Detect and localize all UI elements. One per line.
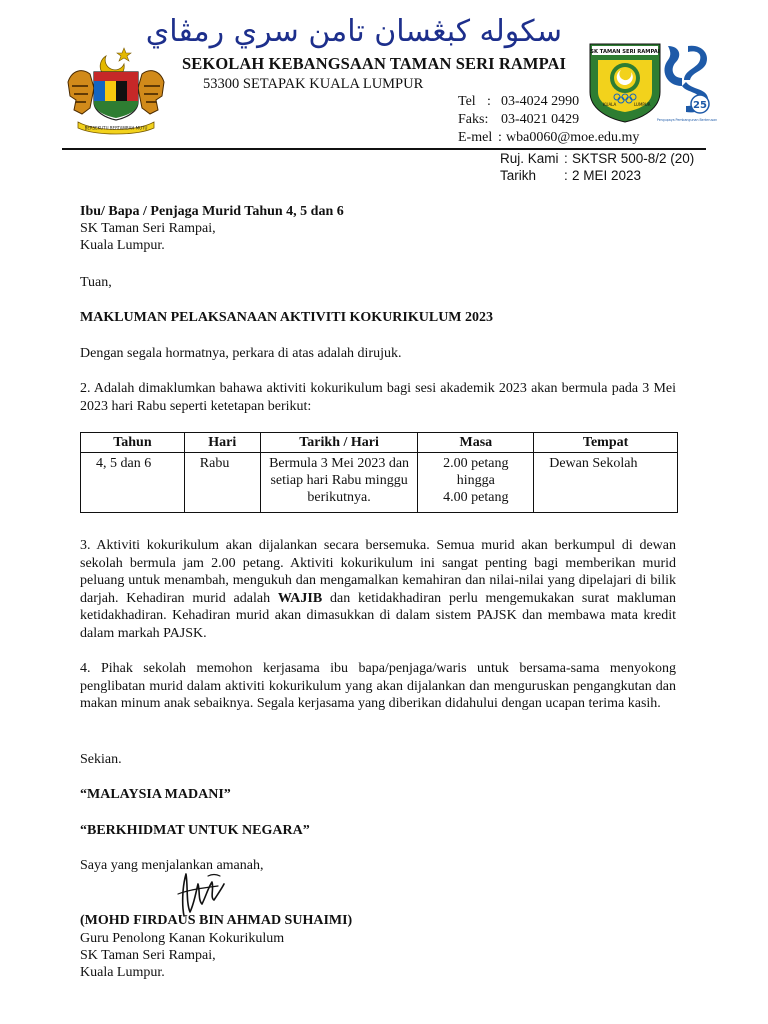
school-logo-top-text: SK TAMAN SERI RAMPAI bbox=[590, 49, 660, 55]
cell-tempat: Dewan Sekolah bbox=[534, 453, 678, 513]
signatory-name: (MOHD FIRDAUS BIN AHMAD SUHAIMI) bbox=[80, 913, 353, 928]
table-header-cell: Tahun bbox=[81, 433, 185, 453]
cell-tarikh: Bermula 3 Mei 2023 dan setiap hari Rabu minggu berikutnya. bbox=[260, 453, 418, 513]
recipient-line-2: SK Taman Seri Rampai, bbox=[80, 221, 216, 236]
paragraph-3-text-b: dan ketidakhadiran perlu mengemukakan surat makluman ketidakhadiran. Kehadiran murid akan dimasukkan di dalam sistem PAJSK dan membawa mata kredit dalam markah PAJSK. bbox=[80, 590, 676, 641]
paragraph-3-text-a: 3. Aktiviti kokurikulum akan dijalankan secara bersemuka. Semua murid akan berkumpul di dewan sekolah bermula jam 2.00 petang. Aktiviti kokurikulum ini sangat penting bagi memberikan murid peluang untuk menambah, mengukuh dan mengamalkan kemahiran dan nilai-nilai yang dipelajari di bilik darjah. Kehadiran murid adalah bbox=[80, 538, 676, 606]
salutation: Tuan, bbox=[80, 275, 112, 290]
table-header-cell: Hari bbox=[184, 433, 260, 453]
reference-value: SKTSR 500-8/2 (20) bbox=[572, 151, 695, 166]
paragraph-4: 4. Pihak sekolah memohon kerjasama ibu bapa/penjaga/waris untuk bersama-sama menyokong penglibatan murid dalam aktiviti kokurikulum yang akan dijalankan dan menguruskan pengangkutan dan makan minum anak sebaiknya. Segala kerjasama yang diberikan didahului dengan ucapan terima kasih. bbox=[80, 661, 676, 711]
signatory-school: SK Taman Seri Rampai, bbox=[80, 948, 216, 963]
recipient-line-1: Ibu/ Bapa / Penjaga Murid Tahun 4, 5 dan 6 bbox=[80, 204, 344, 219]
date-colon: : bbox=[564, 168, 568, 183]
table-header-cell: Masa bbox=[418, 433, 534, 453]
opening-line: Dengan segala hormatnya, perkara di atas adalah dirujuk. bbox=[80, 346, 402, 361]
schedule-table bbox=[80, 432, 678, 513]
closing-sekian: Sekian. bbox=[80, 752, 122, 767]
date-label: Tarikh bbox=[500, 168, 537, 183]
fax-value: 03-4021 0429 bbox=[501, 112, 580, 127]
paragraph-2: 2. Adalah dimaklumkan bahawa aktiviti kokurikulum bagi sesi akademik 2023 akan bermula pada 3 Mei 2023 hari Rabu seperti ketetapan berikut: bbox=[80, 381, 676, 414]
reference-colon: : bbox=[564, 151, 568, 166]
table-header-row bbox=[81, 433, 678, 453]
subject-heading: MAKLUMAN PELAKSANAAN AKTIVITI KOKURIKULUM 2023 bbox=[80, 310, 494, 325]
tel-value: 03-4024 2990 bbox=[501, 94, 580, 109]
paragraph-3 bbox=[80, 537, 676, 642]
cell-masa-line-2: hingga bbox=[456, 473, 495, 488]
closing-motto-1: “MALAYSIA MADANI” bbox=[80, 787, 231, 802]
email-value: wba0060@moe.edu.my bbox=[506, 130, 640, 145]
date-value: 2 MEI 2023 bbox=[572, 168, 642, 183]
tel-label: Tel bbox=[458, 94, 476, 109]
cell-masa-line-1: 2.00 petang bbox=[443, 456, 509, 471]
signatory-title: Guru Penolong Kanan Kokurikulum bbox=[80, 931, 285, 946]
jawi-school-name: سکوله کبڠسان تامن سري رمڤاي bbox=[145, 14, 562, 49]
header-rule bbox=[62, 148, 706, 150]
recipient-line-3: Kuala Lumpur. bbox=[80, 238, 165, 253]
school-address: 53300 SETAPAK KUALA LUMPUR bbox=[203, 76, 424, 92]
anniversary-logo-icon bbox=[656, 42, 718, 124]
school-name: SEKOLAH KEBANGSAAN TAMAN SERI RAMPAI bbox=[182, 54, 567, 73]
school-logo-left-text: KUALA bbox=[603, 102, 617, 107]
closing-motto-2: “BERKHIDMAT UNTUK NEGARA” bbox=[80, 823, 310, 838]
school-logo-icon bbox=[588, 42, 662, 124]
fax-label: Faks: bbox=[458, 112, 489, 127]
table-row bbox=[81, 453, 678, 513]
coat-of-arms-icon bbox=[62, 42, 170, 134]
crest-motto: BERSEKUTU BERTAMBAH MUTU bbox=[84, 125, 148, 131]
anniversary-caption: Pengupaya Pembangunan Berterusan bbox=[656, 118, 718, 122]
email-label: E-mel bbox=[458, 130, 493, 145]
closing-amanah: Saya yang menjalankan amanah, bbox=[80, 858, 264, 873]
table-header-cell: Tempat bbox=[534, 433, 678, 453]
school-logo-right-text: LUMPUR bbox=[634, 102, 651, 107]
signatory-city: Kuala Lumpur. bbox=[80, 965, 165, 980]
table-header-cell: Tarikh / Hari bbox=[260, 433, 418, 453]
paragraph-3-emphasis: WAJIB bbox=[277, 590, 323, 606]
anniversary-number: 25 bbox=[693, 100, 707, 111]
cell-masa-line-3: 4.00 petang bbox=[443, 490, 509, 505]
cell-masa bbox=[418, 453, 534, 513]
reference-label: Ruj. Kami bbox=[500, 151, 559, 166]
cell-hari: Rabu bbox=[184, 453, 260, 513]
cell-tahun: 4, 5 dan 6 bbox=[81, 453, 185, 513]
email-colon: : bbox=[498, 130, 502, 145]
tel-colon: : bbox=[487, 94, 491, 109]
